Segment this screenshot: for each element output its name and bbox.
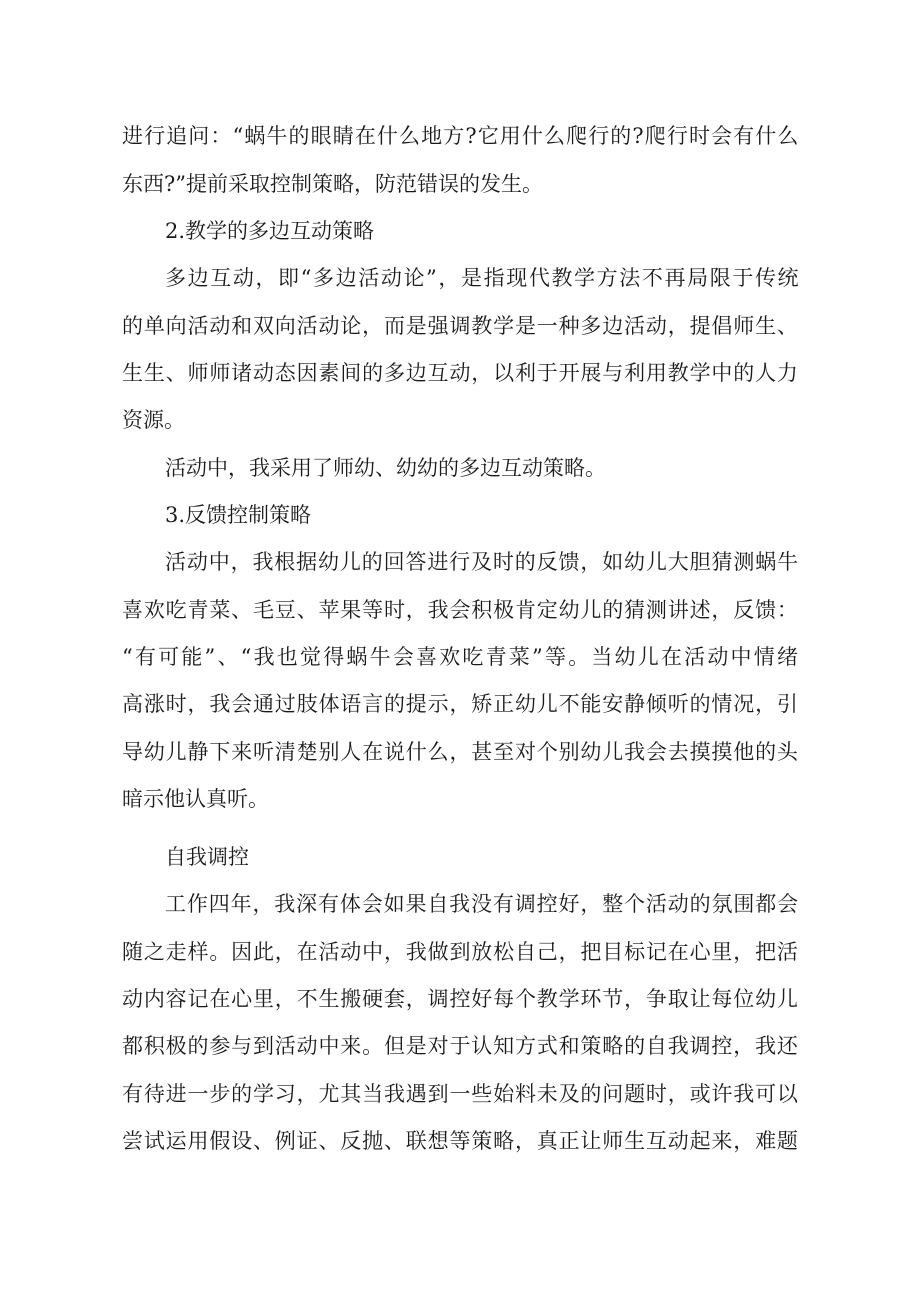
line-text: 喜欢吃青菜、毛豆、苹果等时，我会积极肯定幼儿的猜测讲述，反馈：	[122, 598, 799, 622]
line-text: 随之走样。因此，在活动中，我做到放松自己，把目标记在心里，把活	[122, 940, 799, 964]
line-text: “有可能”、“我也觉得蜗牛会喜欢吃青菜”等。当幼儿在活动中情绪	[122, 645, 801, 669]
line-text: 有待进一步的学习，尤其当我遇到一些始料未及的问题时，或许我可以	[122, 1082, 799, 1106]
text-line	[0, 937, 920, 967]
line-text: 东西?”提前采取控制策略，防范错误的发生。	[122, 172, 543, 196]
heading-text: 自我调控	[165, 845, 249, 869]
line-text: 多边互动，即“多边活动论”，是指现代教学方法不再局限于传统	[165, 266, 801, 290]
text-line	[0, 984, 920, 1014]
text-line	[0, 1126, 920, 1156]
text-line	[0, 169, 920, 199]
text-line	[0, 1079, 920, 1109]
line-text: 暗示他认真听。	[122, 787, 269, 811]
text-line	[0, 263, 920, 293]
line-text: 导幼儿静下来听清楚别人在说什么，甚至对个别幼儿我会去摸摸他的头	[122, 740, 799, 764]
section-heading	[0, 216, 920, 246]
text-line	[0, 642, 920, 672]
line-text: 都积极的参与到活动中来。但是对于认知方式和策略的自我调控，我还	[122, 1034, 799, 1058]
line-text: 动内容记在心里，不生搬硬套，调控好每个教学环节，争取让每位幼儿	[122, 987, 799, 1011]
text-line	[0, 595, 920, 625]
line-text: 生生、师师诸动态因素间的多边互动，以利于开展与利用教学中的人力	[122, 361, 799, 385]
text-line	[0, 889, 920, 919]
text-line	[0, 689, 920, 719]
text-line	[0, 737, 920, 767]
line-text: 工作四年，我深有体会如果自我没有调控好，整个活动的氛围都会	[165, 892, 799, 916]
line-text: 活动中，我根据幼儿的回答进行及时的反馈，如幼儿大胆猜测蜗牛	[165, 550, 799, 574]
line-text: 尝试运用假设、例证、反抛、联想等策略，真正让师生互动起来，难题	[122, 1129, 799, 1153]
heading-text: 3.反馈控制策略	[165, 503, 312, 527]
text-line	[0, 121, 920, 151]
text-line	[0, 358, 920, 388]
text-line	[0, 405, 920, 435]
section-heading	[0, 842, 920, 872]
line-text: 进行追问：“蜗牛的眼睛在什么地方?它用什么爬行的?爬行时会有什么	[122, 124, 800, 148]
text-line	[0, 547, 920, 577]
line-text: 的单向活动和双向活动论，而是强调教学是一种多边活动，提倡师生、	[122, 314, 799, 338]
text-line	[0, 784, 920, 814]
text-line	[0, 311, 920, 341]
line-text: 活动中，我采用了师幼、幼幼的多边互动策略。	[165, 456, 606, 480]
line-text: 资源。	[122, 408, 185, 432]
heading-text: 2.教学的多边互动策略	[165, 219, 375, 243]
text-line	[0, 453, 920, 483]
text-line	[0, 1031, 920, 1061]
section-heading	[0, 500, 920, 530]
line-text: 高涨时，我会通过肢体语言的提示，矫正幼儿不能安静倾听的情况，引	[122, 692, 799, 716]
